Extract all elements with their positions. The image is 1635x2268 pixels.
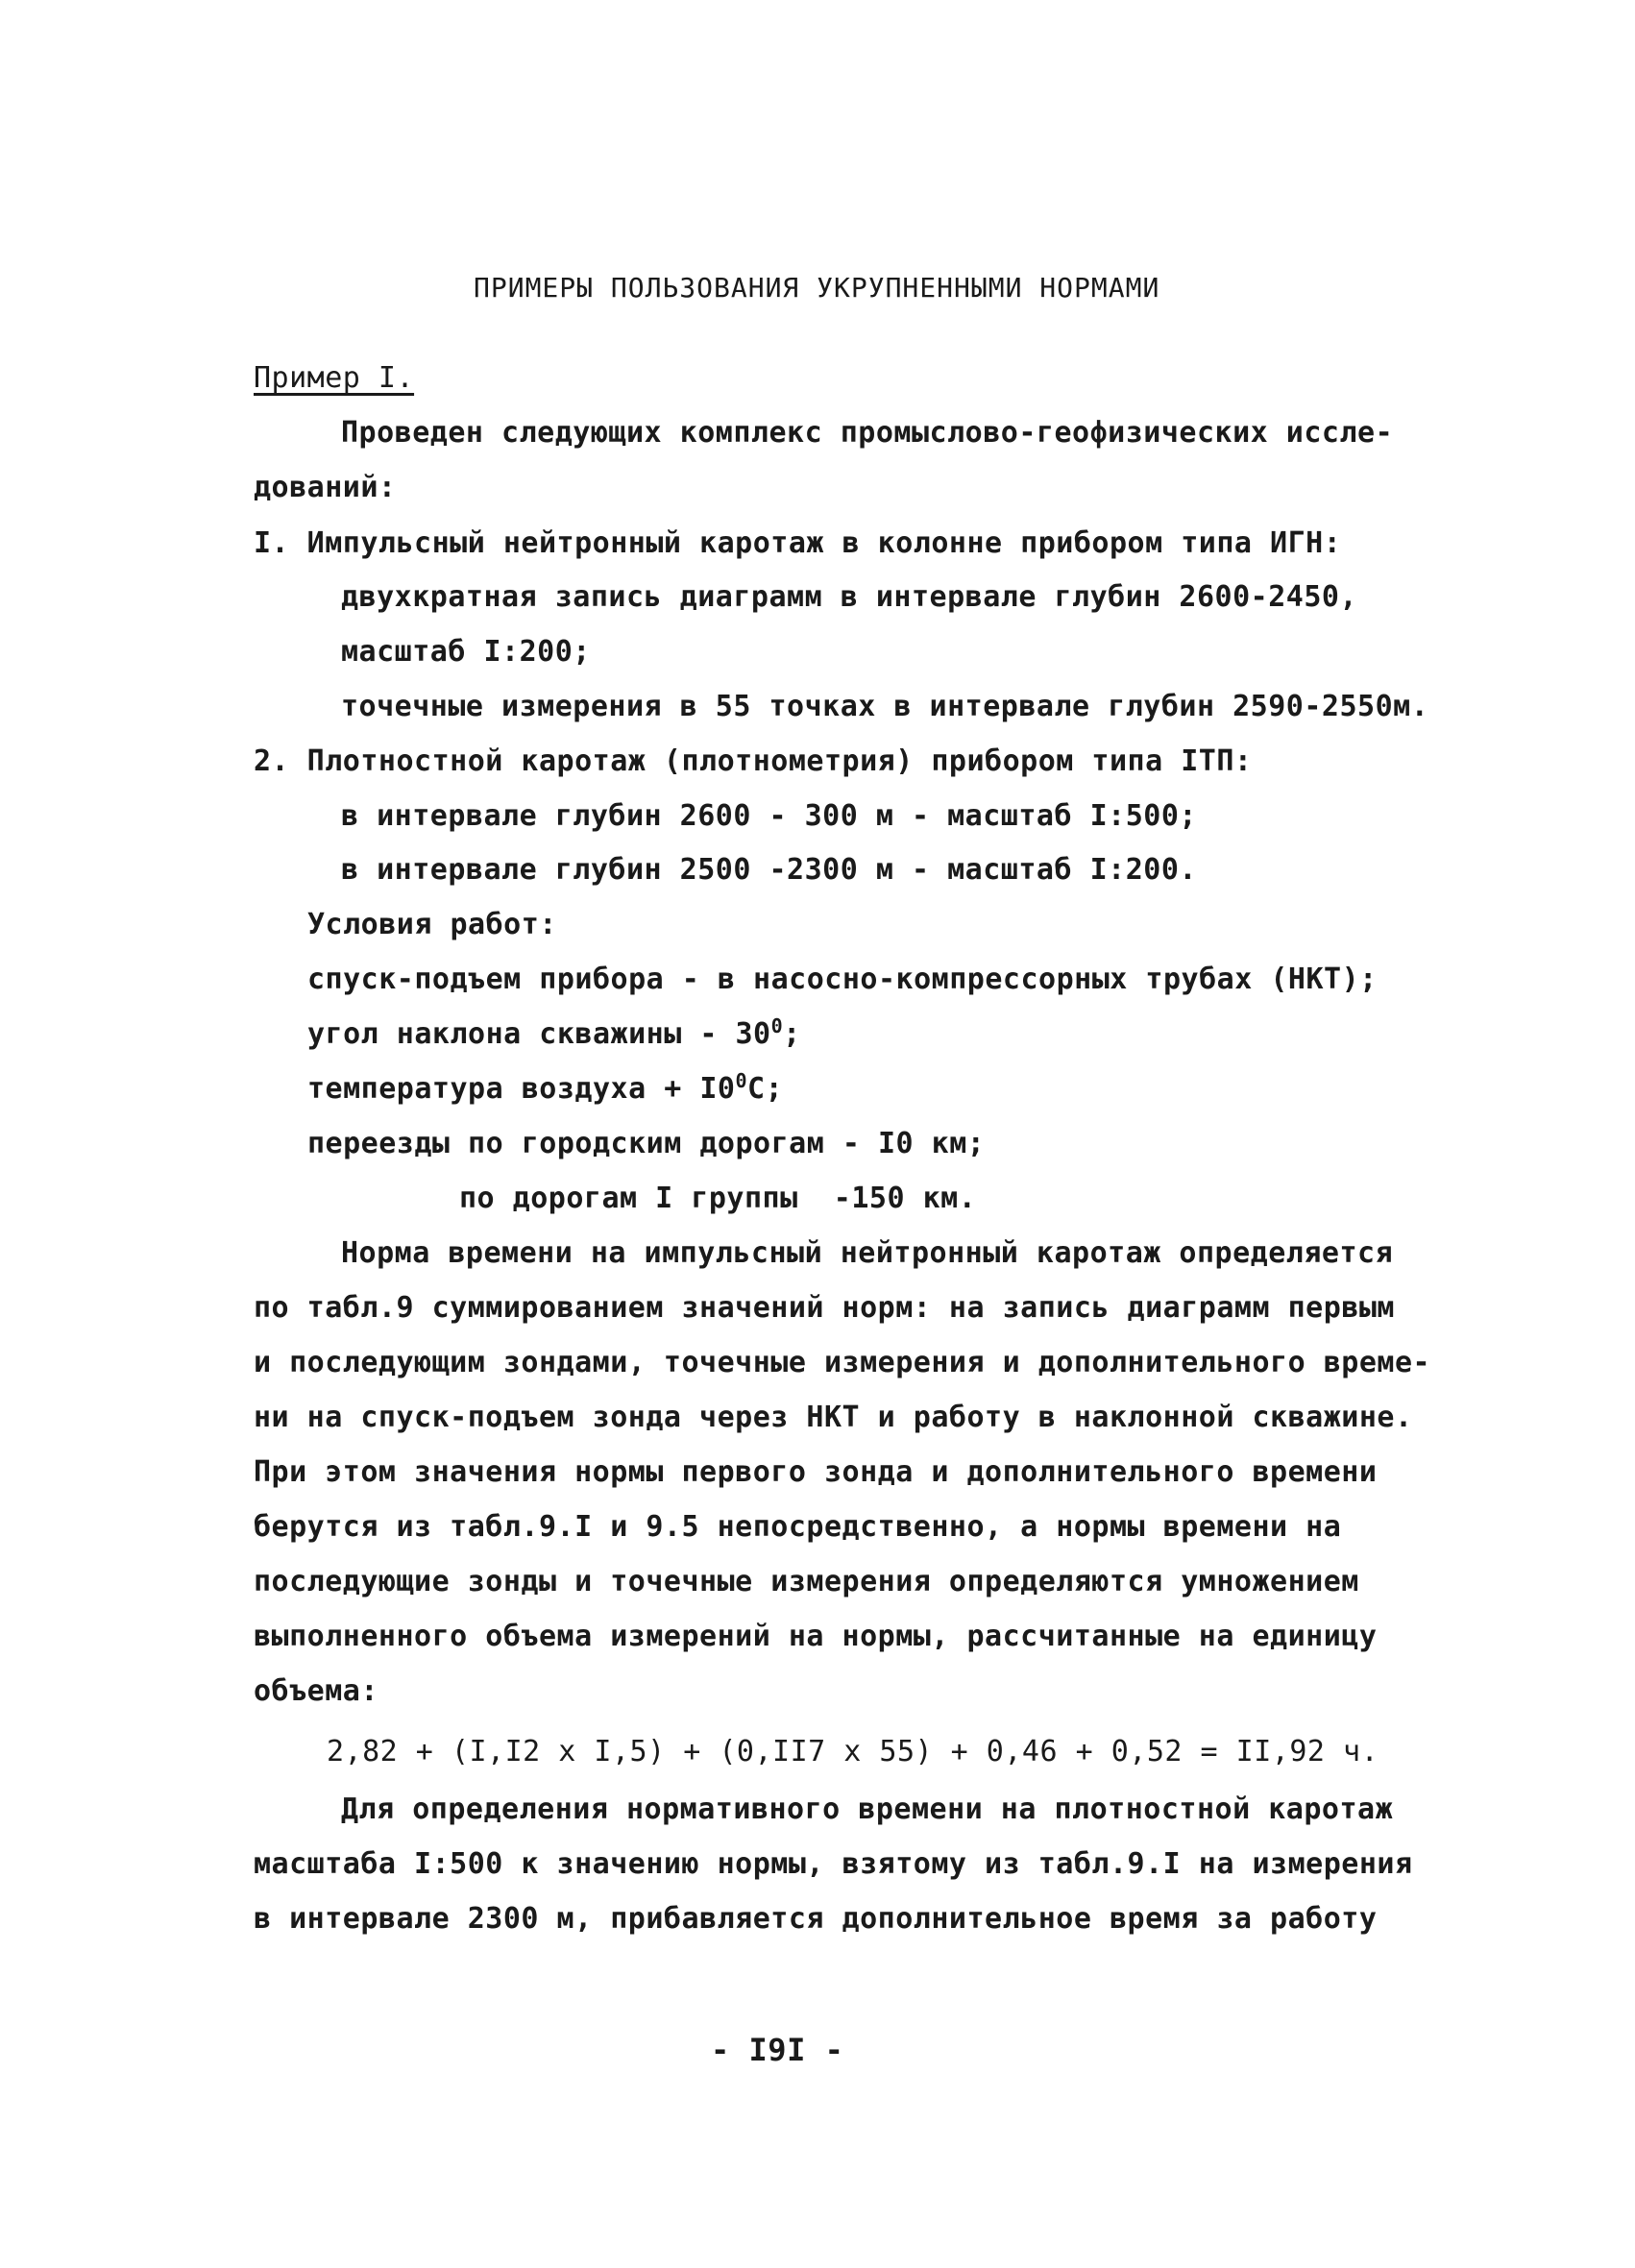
conditions-line: температура воздуха + $I0^0C$;	[307, 1069, 784, 1106]
conditions-line: переезды по городским дорогам - I0 км;	[307, 1127, 986, 1160]
paragraph-line: объема:	[254, 1674, 378, 1708]
item1-line: масштаб I:200;	[341, 635, 591, 669]
conditions-line: спуск-подъем прибора - в насосно-компрессорных трубах (НКТ);	[307, 963, 1378, 996]
paragraph-line: выполненного объема измерений на нормы, рассчитанные на единицу	[254, 1620, 1378, 1653]
intro-line: дований:	[254, 471, 397, 504]
page-title: ПРИМЕРЫ ПОЛЬЗОВАНИЯ УКРУПНЕННЫМИ НОРМАМИ	[474, 272, 1160, 304]
paragraph-line: и последующим зондами, точечные измерения и дополнительного време-	[254, 1346, 1431, 1379]
paragraph-line: масштаба I:500 к значению нормы, взятому из табл.9.I на измерения	[254, 1847, 1413, 1881]
formula: 2,82 + (I,I2 x I,5) + (0,II7 x 55) + 0,46 + 0,52 = II,92 ч.	[327, 1735, 1379, 1768]
item1-line: I. Импульсный нейтронный каротаж в колонне прибором типа ИГН:	[254, 526, 1342, 560]
example-heading: Пример I.	[254, 361, 415, 395]
item2-line: 2. Плотностной каротаж (плотнометрия) прибором типа ITП:	[254, 744, 1253, 778]
conditions-heading: Условия работ:	[307, 908, 557, 941]
conditions-line: по дорогам I группы -150 км.	[459, 1182, 977, 1215]
item1-line: точечные измерения в 55 точках в интервале глубин 2590-2550м.	[341, 690, 1429, 723]
item2-line: в интервале глубин 2600 - 300 м - масштаб I:500;	[341, 799, 1197, 833]
paragraph-line: Норма времени на импульсный нейтронный каротаж определяется	[341, 1236, 1394, 1270]
paragraph-line: последующие зонды и точечные измерения определяются умножением	[254, 1565, 1359, 1598]
paragraph-line: по табл.9 суммированием значений норм: на запись диаграмм первым	[254, 1291, 1395, 1325]
intro-line: Проведен следующих комплекс промыслово-геофизических иссле-	[341, 416, 1394, 450]
item2-line: в интервале глубин 2500 -2300 м - масштаб I:200.	[341, 853, 1197, 887]
degree-superscript: 0	[770, 1014, 784, 1037]
paragraph-line: в интервале 2300 м, прибавляется дополнительное время за работу	[254, 1902, 1378, 1936]
paragraph-line: ни на спуск-подъем зонда через НКТ и работу в наклонной скважине.	[254, 1401, 1413, 1434]
conditions-line: угол наклона скважины - $30^0$;	[307, 1014, 801, 1051]
degree-superscript: 0	[735, 1069, 748, 1092]
paragraph-line: При этом значения нормы первого зонда и дополнительного времени	[254, 1455, 1378, 1489]
paragraph-line: Для определения нормативного времени на плотностной каротаж	[341, 1792, 1394, 1826]
paragraph-line: берутся из табл.9.I и 9.5 непосредственно, а нормы времени на	[254, 1510, 1342, 1544]
item1-line: двухкратная запись диаграмм в интервале глубин 2600-2450,	[341, 580, 1358, 614]
page-number: - I9I -	[711, 2032, 844, 2068]
